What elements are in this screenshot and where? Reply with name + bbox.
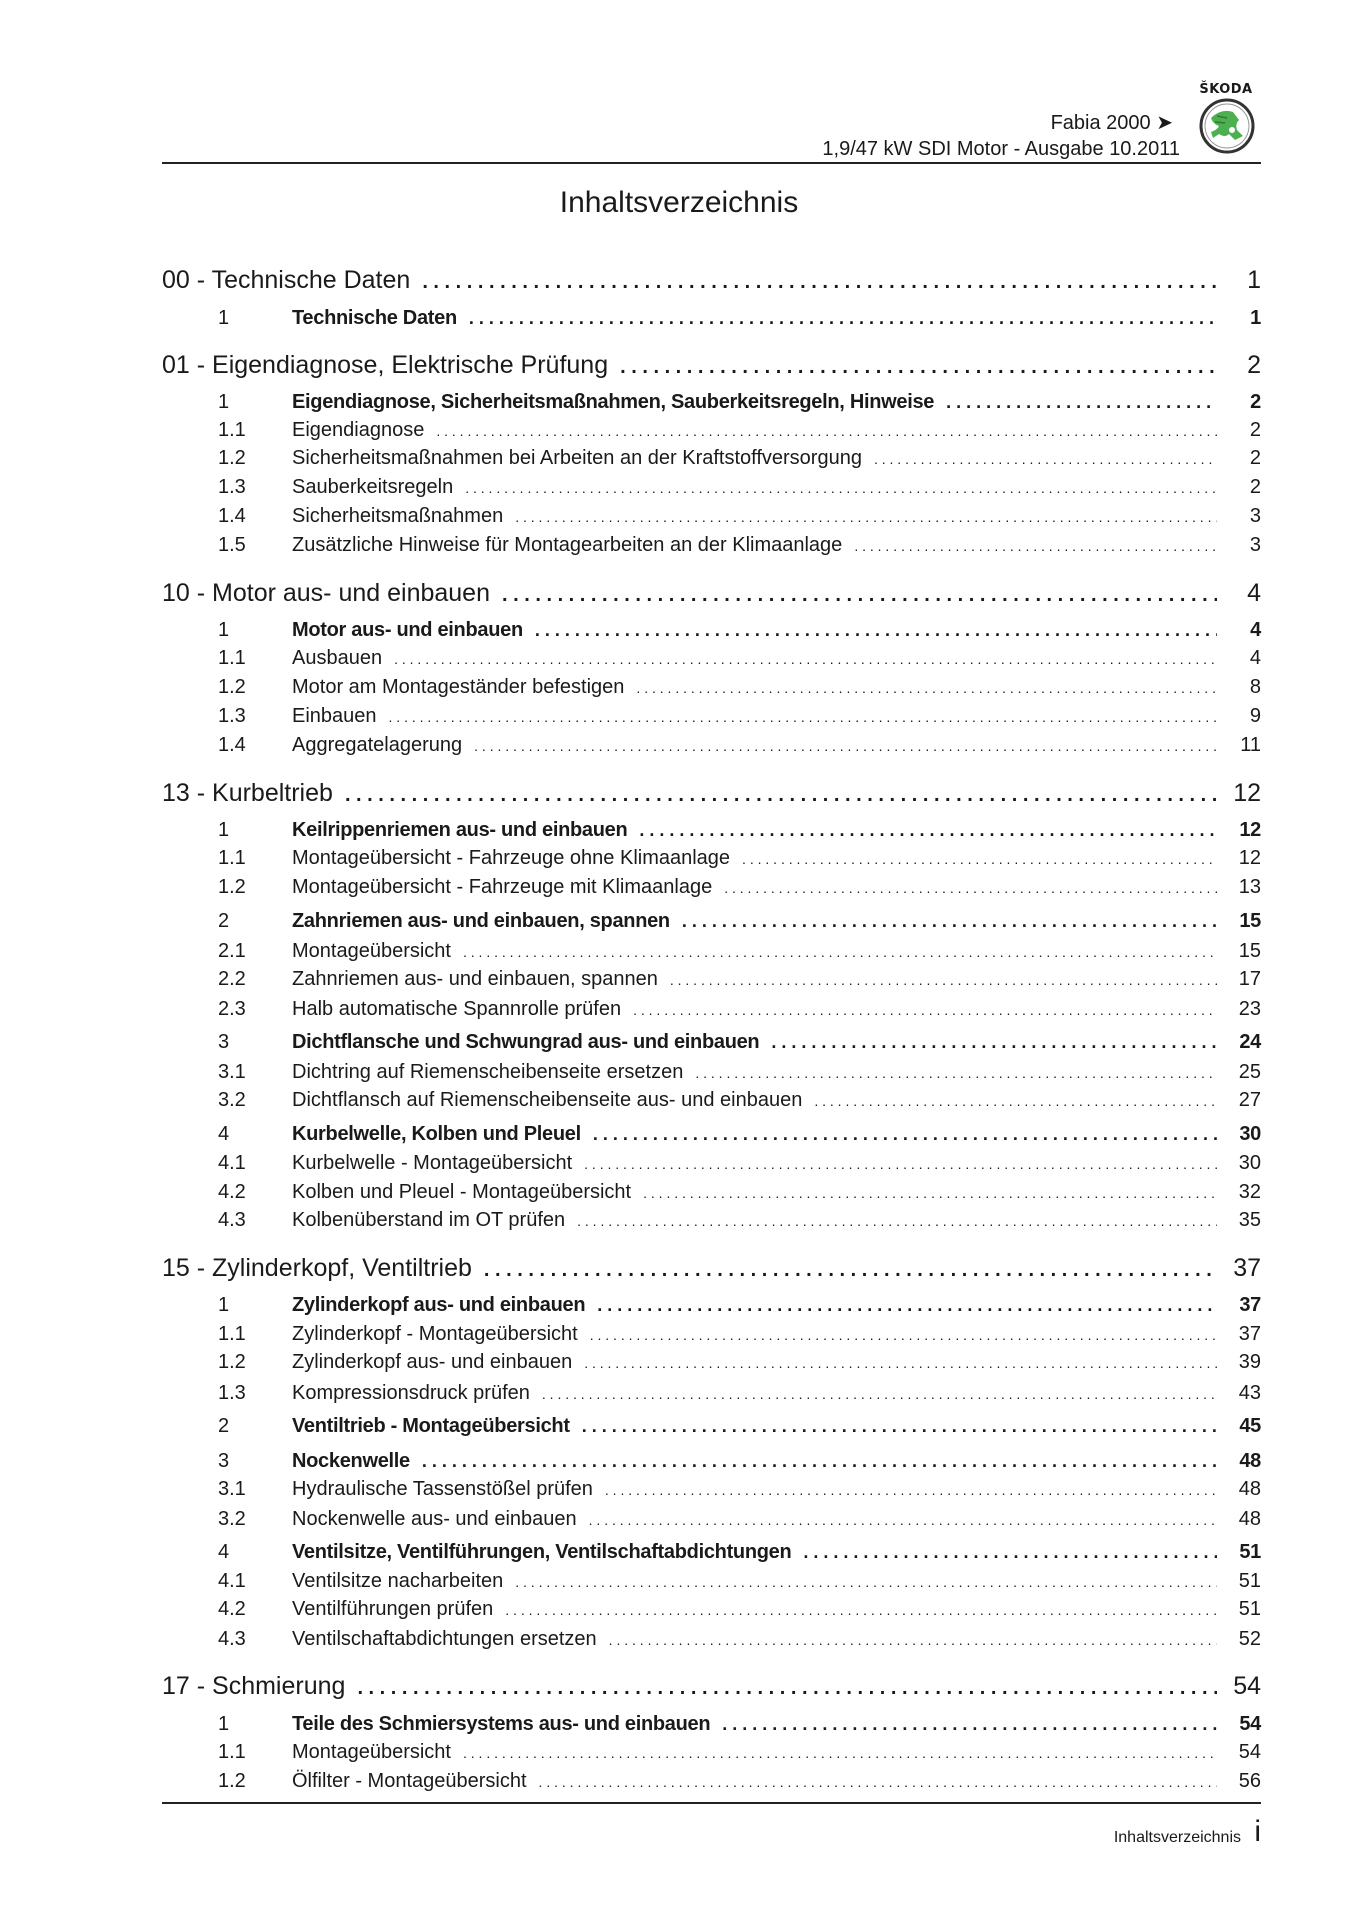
dot-leader bbox=[597, 1295, 1217, 1316]
dot-leader bbox=[722, 1714, 1217, 1735]
toc-entry-sub[interactable] bbox=[162, 1628, 1261, 1654]
dot-leader bbox=[474, 738, 1217, 754]
toc-entry-title[interactable]: Montageübersicht - Fahrzeuge ohne Klimaanlage bbox=[292, 847, 731, 869]
toc-entry-number: 2.1 bbox=[218, 940, 246, 962]
toc-entry-title[interactable]: Dichtring auf Riemenscheibenseite ersetzen bbox=[292, 1061, 684, 1083]
header-subtitle: 1,9/47 kW SDI Motor - Ausgabe 10.2011 bbox=[822, 138, 1180, 160]
toc-entry-number: 2.2 bbox=[218, 968, 246, 990]
toc-entry-title[interactable]: Einbauen bbox=[292, 705, 377, 727]
dot-leader bbox=[636, 680, 1217, 696]
toc-entry-number: 3.1 bbox=[218, 1478, 246, 1500]
toc-entry-title[interactable]: Zylinderkopf aus- und einbauen bbox=[292, 1351, 573, 1373]
toc-entry-page[interactable]: 4 bbox=[1250, 619, 1261, 641]
toc-entry-sec[interactable] bbox=[162, 391, 1261, 417]
toc-entry-title[interactable]: Ventilführungen prüfen bbox=[292, 1598, 494, 1620]
toc-entry-title[interactable]: 00 - Technische Daten bbox=[162, 266, 411, 294]
toc-entry-page[interactable]: 56 bbox=[1238, 1770, 1261, 1792]
toc-entry-title[interactable]: Ölfilter - Montageübersicht bbox=[292, 1770, 527, 1792]
toc-entry-number: 1.3 bbox=[218, 476, 246, 498]
dot-leader bbox=[670, 972, 1217, 988]
header-rule bbox=[162, 162, 1261, 164]
footer-page-number: i bbox=[1254, 1815, 1261, 1848]
toc-entry-sec[interactable] bbox=[162, 307, 1261, 333]
toc-entry-page[interactable]: 15 bbox=[1239, 910, 1261, 932]
dot-leader bbox=[605, 1482, 1217, 1498]
toc-entry-number: 1.5 bbox=[218, 534, 246, 556]
toc-entry-sub[interactable] bbox=[162, 419, 1261, 445]
toc-entry-page[interactable]: 8 bbox=[1249, 676, 1261, 698]
toc-entry-title[interactable]: Kurbelwelle - Montageübersicht bbox=[292, 1152, 573, 1174]
dot-leader bbox=[620, 356, 1217, 379]
toc-entry-number: 4 bbox=[218, 1541, 229, 1563]
toc-entry-page[interactable]: 54 bbox=[1238, 1741, 1261, 1763]
toc-entry-title[interactable]: Motor am Montageständer befestigen bbox=[292, 676, 625, 698]
toc-entry-title[interactable]: Zylinderkopf aus- und einbauen bbox=[292, 1294, 586, 1316]
dot-leader bbox=[465, 480, 1217, 496]
dot-leader bbox=[854, 538, 1217, 554]
toc-entry-sub[interactable] bbox=[162, 647, 1261, 673]
toc-entry-sub[interactable] bbox=[162, 534, 1261, 560]
toc-entry-sub[interactable] bbox=[162, 1351, 1261, 1377]
toc-entry-page[interactable]: 54 bbox=[1239, 1713, 1261, 1735]
dot-leader bbox=[584, 1355, 1217, 1371]
dot-leader bbox=[436, 423, 1217, 439]
toc-entry-page[interactable]: 2 bbox=[1249, 476, 1261, 498]
dot-leader bbox=[515, 1574, 1217, 1590]
toc-entry-number: 1.1 bbox=[218, 419, 246, 441]
toc-entry-number: 1 bbox=[218, 307, 229, 329]
toc-entry-sub[interactable] bbox=[162, 505, 1261, 531]
dot-leader bbox=[695, 1065, 1217, 1081]
toc-entry-page[interactable]: 4 bbox=[1247, 579, 1261, 607]
toc-entry-sub[interactable] bbox=[162, 476, 1261, 502]
toc-entry-page[interactable]: 15 bbox=[1238, 940, 1261, 962]
toc-entry-title[interactable]: Kolben und Pleuel - Montageübersicht bbox=[292, 1181, 632, 1203]
toc-entry-sub[interactable] bbox=[162, 1598, 1261, 1624]
toc-entry-number: 1.1 bbox=[218, 1323, 246, 1345]
toc-entry-title[interactable]: Sauberkeitsregeln bbox=[292, 476, 454, 498]
toc-entry-page[interactable]: 54 bbox=[1233, 1672, 1261, 1700]
toc-entry-title[interactable]: Motor aus- und einbauen bbox=[292, 619, 523, 641]
dot-leader bbox=[539, 1774, 1217, 1790]
toc-entry-page[interactable]: 23 bbox=[1238, 998, 1261, 1020]
toc-entry-number: 4.1 bbox=[218, 1570, 246, 1592]
toc-entry-chap[interactable] bbox=[162, 351, 1261, 385]
toc-entry-title[interactable]: Sicherheitsmaßnahmen bbox=[292, 505, 504, 527]
toc-entry-title[interactable]: Ventiltrieb - Montageübersicht bbox=[292, 1415, 570, 1437]
dot-leader bbox=[771, 1032, 1217, 1053]
toc-entry-page[interactable]: 51 bbox=[1238, 1570, 1261, 1592]
toc-entry-number: 1 bbox=[218, 1294, 229, 1316]
toc-entry-sub[interactable] bbox=[162, 940, 1261, 966]
toc-entry-number: 1.2 bbox=[218, 676, 246, 698]
toc-entry-number: 1.4 bbox=[218, 734, 246, 756]
dot-leader bbox=[643, 1185, 1217, 1201]
toc-entry-number: 1.3 bbox=[218, 1382, 246, 1404]
toc-entry-sub[interactable] bbox=[162, 1508, 1261, 1534]
toc-entry-title[interactable]: Ventilsitze nacharbeiten bbox=[292, 1570, 504, 1592]
toc-entry-page[interactable]: 32 bbox=[1238, 1181, 1261, 1203]
toc-entry-sec[interactable] bbox=[162, 1123, 1261, 1149]
toc-entry-title[interactable]: 13 - Kurbeltrieb bbox=[162, 779, 333, 807]
toc-entry-sub[interactable] bbox=[162, 1181, 1261, 1207]
toc-entry-number: 3.2 bbox=[218, 1089, 246, 1111]
toc-entry-page[interactable]: 12 bbox=[1233, 779, 1261, 807]
toc-entry-number: 4.3 bbox=[218, 1628, 246, 1650]
toc-entry-number: 3.1 bbox=[218, 1061, 246, 1083]
toc-entry-title[interactable]: Sicherheitsmaßnahmen bei Arbeiten an der Kraftstoffversorgung bbox=[292, 447, 862, 469]
toc-entry-page[interactable]: 2 bbox=[1247, 351, 1261, 379]
toc-entry-title[interactable]: Aggregatelagerung bbox=[292, 734, 463, 756]
toc-entry-title[interactable]: Hydraulische Tassenstößel prüfen bbox=[292, 1478, 593, 1500]
toc-entry-number: 1 bbox=[218, 391, 229, 413]
dot-leader bbox=[582, 1416, 1217, 1437]
page-title: Inhaltsverzeichnis bbox=[559, 186, 799, 219]
toc-entry-title[interactable]: Keilrippenriemen aus- und einbauen bbox=[292, 819, 628, 841]
toc-entry-chap[interactable] bbox=[162, 1254, 1261, 1288]
toc-entry-title[interactable]: Zusätzliche Hinweise für Montagearbeiten an der Klimaanlage bbox=[292, 534, 843, 556]
dot-leader bbox=[463, 944, 1217, 960]
dot-leader bbox=[505, 1602, 1217, 1618]
toc-entry-number: 3 bbox=[218, 1031, 229, 1053]
toc-entry-page[interactable]: 2 bbox=[1249, 447, 1261, 469]
dot-leader bbox=[345, 784, 1217, 807]
toc-entry-number: 2.3 bbox=[218, 998, 246, 1020]
toc-entry-sec[interactable] bbox=[162, 1031, 1261, 1057]
toc-entry-page[interactable]: 13 bbox=[1238, 876, 1261, 898]
toc-entry-page[interactable]: 1 bbox=[1247, 266, 1261, 294]
toc-entry-sub[interactable] bbox=[162, 847, 1261, 873]
toc-entry-title[interactable]: Halb automatische Spannrolle prüfen bbox=[292, 998, 622, 1020]
dot-leader bbox=[422, 271, 1217, 294]
toc-entry-number: 1 bbox=[218, 619, 229, 641]
dot-leader bbox=[609, 1632, 1217, 1648]
dot-leader bbox=[542, 1386, 1217, 1402]
dot-leader bbox=[484, 1259, 1217, 1282]
header-model: Fabia 2000 ➤ bbox=[1050, 112, 1173, 134]
toc-entry-number: 4 bbox=[218, 1123, 229, 1145]
toc-entry-page[interactable]: 3 bbox=[1249, 534, 1261, 556]
toc-entry-number: 1.1 bbox=[218, 647, 246, 669]
toc-entry-page[interactable]: 35 bbox=[1238, 1209, 1261, 1231]
toc-entry-page[interactable]: 9 bbox=[1249, 705, 1261, 727]
toc-entry-title[interactable]: Kompressionsdruck prüfen bbox=[292, 1382, 530, 1404]
toc-entry-number: 4.2 bbox=[218, 1181, 246, 1203]
toc-entry-title[interactable]: Zahnriemen aus- und einbauen, spannen bbox=[292, 968, 658, 990]
toc-entry-title[interactable]: Montageübersicht bbox=[292, 1741, 451, 1763]
toc-entry-number: 1.2 bbox=[218, 1770, 246, 1792]
toc-entry-page[interactable]: 48 bbox=[1238, 1478, 1261, 1500]
toc-entry-title[interactable]: Dichtflansch auf Riemenscheibenseite aus- und einbauen bbox=[292, 1089, 803, 1111]
toc-entry-sec[interactable] bbox=[162, 1713, 1261, 1739]
dot-leader bbox=[814, 1093, 1217, 1109]
toc-entry-title[interactable]: Ventilschaftabdichtungen ersetzen bbox=[292, 1628, 597, 1650]
skoda-logo-icon bbox=[1199, 98, 1255, 154]
dot-leader bbox=[593, 1124, 1217, 1145]
toc-entry-title[interactable]: Dichtflansche und Schwungrad aus- und einbauen bbox=[292, 1031, 760, 1053]
toc-entry-page[interactable]: 37 bbox=[1239, 1294, 1261, 1316]
toc-entry-title[interactable]: Kolbenüberstand im OT prüfen bbox=[292, 1209, 566, 1231]
toc-entry-sub[interactable] bbox=[162, 734, 1261, 760]
dot-leader bbox=[590, 1327, 1217, 1343]
dot-leader bbox=[502, 584, 1217, 607]
toc-entry-title[interactable]: Kurbelwelle, Kolben und Pleuel bbox=[292, 1123, 581, 1145]
toc-entry-page[interactable]: 2 bbox=[1250, 391, 1261, 413]
toc-entry-sec[interactable] bbox=[162, 1294, 1261, 1320]
toc-entry-chap[interactable] bbox=[162, 266, 1261, 300]
toc-entry-number: 4.2 bbox=[218, 1598, 246, 1620]
toc-entry-title[interactable]: 01 - Eigendiagnose, Elektrische Prüfung bbox=[162, 351, 609, 379]
toc-entry-sec[interactable] bbox=[162, 1450, 1261, 1476]
dot-leader bbox=[946, 392, 1217, 413]
toc-entry-sub[interactable] bbox=[162, 968, 1261, 994]
toc-entry-page[interactable]: 45 bbox=[1239, 1415, 1261, 1437]
footer-label: Inhaltsverzeichnis bbox=[1113, 1829, 1241, 1846]
toc-entry-sub[interactable] bbox=[162, 1741, 1261, 1767]
toc-entry-sub[interactable] bbox=[162, 1770, 1261, 1796]
toc-entry-page[interactable]: 43 bbox=[1238, 1382, 1261, 1404]
toc-entry-page[interactable]: 1 bbox=[1250, 307, 1261, 329]
dot-leader bbox=[469, 308, 1217, 329]
toc-entry-sub[interactable] bbox=[162, 876, 1261, 902]
toc-entry-title[interactable]: Zahnriemen aus- und einbauen, spannen bbox=[292, 910, 670, 932]
toc-entry-chap[interactable] bbox=[162, 579, 1261, 613]
toc-entry-title[interactable]: Eigendiagnose, Sicherheitsmaßnahmen, Sauberkeitsregeln, Hinweise bbox=[292, 391, 935, 413]
toc-entry-sub[interactable] bbox=[162, 1152, 1261, 1178]
toc-entry-title[interactable]: Nockenwelle bbox=[292, 1450, 410, 1472]
toc-entry-page[interactable]: 24 bbox=[1239, 1031, 1261, 1053]
toc-entry-page[interactable]: 52 bbox=[1238, 1628, 1261, 1650]
toc-entry-sub[interactable] bbox=[162, 1209, 1261, 1235]
dot-leader bbox=[515, 509, 1217, 525]
toc-entry-sub[interactable] bbox=[162, 1323, 1261, 1349]
footer-rule bbox=[162, 1802, 1261, 1804]
toc-entry-sub[interactable] bbox=[162, 705, 1261, 731]
toc-entry-number: 4.3 bbox=[218, 1209, 246, 1231]
toc-entry-number: 1.2 bbox=[218, 876, 246, 898]
dot-leader bbox=[589, 1512, 1217, 1528]
toc-entry-title[interactable]: 17 - Schmierung bbox=[162, 1672, 346, 1700]
dot-leader bbox=[357, 1677, 1217, 1700]
toc-entry-page[interactable]: 3 bbox=[1249, 505, 1261, 527]
toc-entry-sub[interactable] bbox=[162, 1382, 1261, 1408]
dot-leader bbox=[535, 620, 1217, 641]
toc-entry-number: 1.1 bbox=[218, 847, 246, 869]
toc-entry-page[interactable]: 37 bbox=[1233, 1254, 1261, 1282]
toc-entry-title[interactable]: 15 - Zylinderkopf, Ventiltrieb bbox=[162, 1254, 472, 1282]
dot-leader bbox=[394, 651, 1217, 667]
toc-entry-page[interactable]: 30 bbox=[1239, 1123, 1261, 1145]
toc-entry-title[interactable]: Ventilsitze, Ventilführungen, Ventilschaftabdichtungen bbox=[292, 1541, 792, 1563]
dot-leader bbox=[633, 1002, 1217, 1018]
toc-entry-chap[interactable] bbox=[162, 779, 1261, 813]
toc-entry-page[interactable]: 51 bbox=[1238, 1598, 1261, 1620]
toc-entry-sub[interactable] bbox=[162, 1089, 1261, 1115]
toc-entry-title[interactable]: Ausbauen bbox=[292, 647, 383, 669]
dot-leader bbox=[463, 1745, 1217, 1761]
toc-entry-number: 3.2 bbox=[218, 1508, 246, 1530]
toc-entry-page[interactable]: 27 bbox=[1238, 1089, 1261, 1111]
toc-entry-page[interactable]: 25 bbox=[1238, 1061, 1261, 1083]
toc-entry-sub[interactable] bbox=[162, 1478, 1261, 1504]
toc-entry-page[interactable]: 37 bbox=[1238, 1323, 1261, 1345]
toc-entry-title[interactable]: Montageübersicht - Fahrzeuge mit Klimaanlage bbox=[292, 876, 713, 898]
toc-entry-title[interactable]: Technische Daten bbox=[292, 307, 457, 329]
toc-entry-number: 1.2 bbox=[218, 1351, 246, 1373]
toc-entry-sec[interactable] bbox=[162, 819, 1261, 845]
toc-entry-title[interactable]: Zylinderkopf - Montageübersicht bbox=[292, 1323, 578, 1345]
toc-entry-page[interactable]: 12 bbox=[1239, 819, 1261, 841]
toc-entry-number: 1 bbox=[218, 1713, 229, 1735]
toc-entry-sub[interactable] bbox=[162, 1570, 1261, 1596]
toc-entry-title[interactable]: Eigendiagnose bbox=[292, 419, 425, 441]
toc-entry-page[interactable]: 39 bbox=[1238, 1351, 1261, 1373]
toc-entry-chap[interactable] bbox=[162, 1672, 1261, 1706]
toc-entry-sec[interactable] bbox=[162, 1541, 1261, 1567]
toc-entry-page[interactable]: 11 bbox=[1240, 734, 1261, 756]
toc-entry-number: 2 bbox=[218, 1415, 229, 1437]
dot-leader bbox=[577, 1213, 1217, 1229]
toc-entry-sec[interactable] bbox=[162, 910, 1261, 936]
toc-entry-page[interactable]: 51 bbox=[1239, 1541, 1261, 1563]
toc-entry-sec[interactable] bbox=[162, 1415, 1261, 1441]
toc-entry-page[interactable]: 2 bbox=[1249, 419, 1261, 441]
toc-entry-number: 1.3 bbox=[218, 705, 246, 727]
toc-entry-title[interactable]: Teile des Schmiersystems aus- und einbauen bbox=[292, 1713, 711, 1735]
toc-entry-sub[interactable] bbox=[162, 998, 1261, 1024]
toc-entry-number: 1.1 bbox=[218, 1741, 246, 1763]
toc-entry-number: 4.1 bbox=[218, 1152, 246, 1174]
dot-leader bbox=[874, 451, 1217, 467]
toc-entry-page[interactable]: 17 bbox=[1238, 968, 1261, 990]
toc-entry-title[interactable]: Nockenwelle aus- und einbauen bbox=[292, 1508, 577, 1530]
brand-wordmark: ŠKODA bbox=[1199, 82, 1253, 97]
toc-entry-sub[interactable] bbox=[162, 676, 1261, 702]
toc-entry-number: 1 bbox=[218, 819, 229, 841]
dot-leader bbox=[422, 1451, 1217, 1472]
toc-entry-page[interactable]: 12 bbox=[1238, 847, 1261, 869]
toc-entry-title[interactable]: Montageübersicht bbox=[292, 940, 451, 962]
dot-leader bbox=[682, 911, 1217, 932]
toc-entry-number: 2 bbox=[218, 910, 229, 932]
dot-leader bbox=[389, 709, 1217, 725]
toc-entry-page[interactable]: 48 bbox=[1238, 1508, 1261, 1530]
toc-entry-sec[interactable] bbox=[162, 619, 1261, 645]
dot-leader bbox=[724, 880, 1217, 896]
toc-entry-number: 1.2 bbox=[218, 447, 246, 469]
toc-entry-page[interactable]: 30 bbox=[1238, 1152, 1261, 1174]
dot-leader bbox=[742, 851, 1217, 867]
dot-leader bbox=[639, 820, 1217, 841]
toc-entry-title[interactable]: 10 - Motor aus- und einbauen bbox=[162, 579, 490, 607]
toc-entry-number: 1.4 bbox=[218, 505, 246, 527]
toc-entry-page[interactable]: 4 bbox=[1249, 647, 1261, 669]
dot-leader bbox=[803, 1542, 1217, 1563]
toc-entry-page[interactable]: 48 bbox=[1239, 1450, 1261, 1472]
dot-leader bbox=[584, 1156, 1217, 1172]
toc-entry-sub[interactable] bbox=[162, 1061, 1261, 1087]
toc-entry-sub[interactable] bbox=[162, 447, 1261, 473]
toc-entry-number: 3 bbox=[218, 1450, 229, 1472]
